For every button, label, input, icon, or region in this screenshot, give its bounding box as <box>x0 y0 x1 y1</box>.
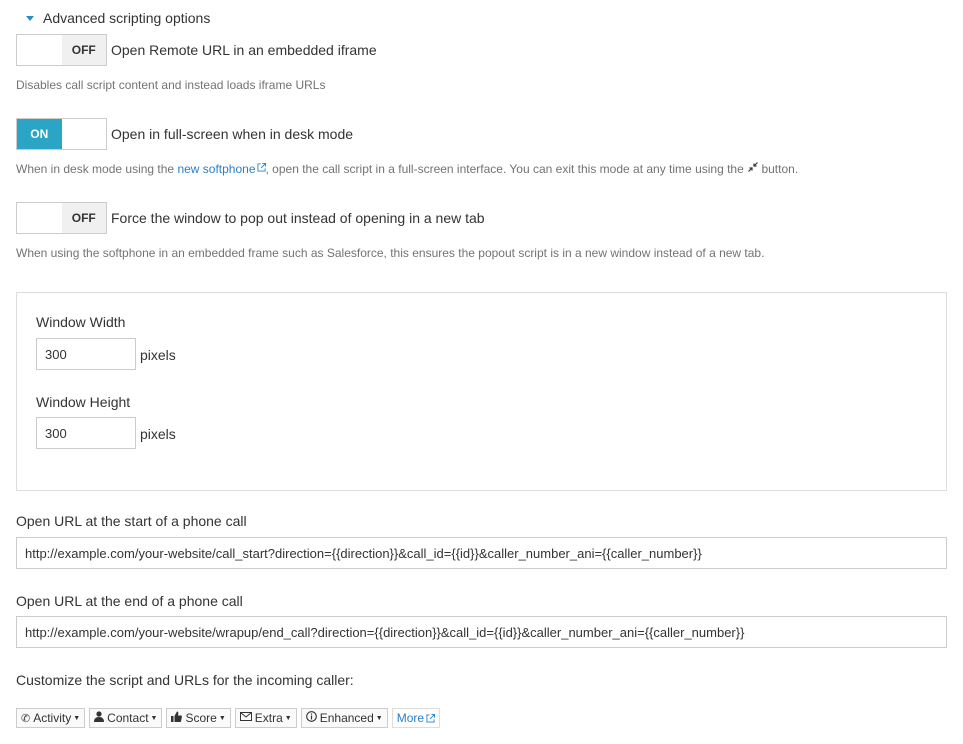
compress-icon <box>748 162 758 172</box>
start-url-label: Open URL at the start of a phone call <box>16 513 247 529</box>
extra-dropdown[interactable]: Extra ▼ <box>235 708 297 728</box>
new-softphone-link[interactable]: new softphone <box>177 162 265 176</box>
more-link[interactable]: More <box>392 708 440 728</box>
popout-option-label: Force the window to pop out instead of opening in a new tab <box>111 210 485 226</box>
iframe-option-help: Disables call script content and instead loads iframe URLs <box>16 78 326 92</box>
caret-down-icon: ▼ <box>284 714 292 722</box>
window-width-input[interactable] <box>36 338 136 370</box>
caret-down-icon <box>26 16 34 21</box>
toggle-state: ON <box>17 119 62 149</box>
section-title: Advanced scripting options <box>43 10 211 26</box>
caret-down-icon: ▼ <box>218 714 226 722</box>
start-url-input[interactable] <box>16 537 947 569</box>
contact-dropdown[interactable]: Contact ▼ <box>89 708 162 728</box>
window-height-unit: pixels <box>140 426 176 442</box>
envelope-icon <box>240 712 252 724</box>
end-url-label: Open URL at the end of a phone call <box>16 593 243 609</box>
external-link-icon <box>426 714 435 723</box>
toggle-state: OFF <box>62 203 107 233</box>
window-height-input[interactable] <box>36 417 136 449</box>
fullscreen-toggle[interactable] <box>16 118 107 150</box>
window-size-panel <box>16 292 947 491</box>
thumbs-up-icon <box>171 711 182 725</box>
end-url-input[interactable] <box>16 616 947 648</box>
info-icon <box>306 711 317 725</box>
popout-option-help: When using the softphone in an embedded frame such as Salesforce, this ensures the popout script is in a new window instead of a new tab. <box>16 246 765 260</box>
phone-icon: ✆ <box>21 712 31 725</box>
fullscreen-option-label: Open in full-screen when in desk mode <box>111 126 354 142</box>
activity-dropdown[interactable]: ✆ Activity ▼ <box>16 708 85 728</box>
variable-chips <box>16 708 440 728</box>
enhanced-dropdown[interactable]: Enhanced ▼ <box>301 708 388 728</box>
window-width-unit: pixels <box>140 347 176 363</box>
iframe-option-label: Open Remote URL in an embedded iframe <box>111 42 377 58</box>
external-link-icon <box>257 163 266 172</box>
caret-down-icon: ▼ <box>150 714 158 722</box>
fullscreen-option-help: When in desk mode using the new softphone , open the call script in a full-screen interface. You can exit this mode at any time using the button. <box>16 162 799 176</box>
window-width-label: Window Width <box>36 314 126 330</box>
popout-toggle[interactable] <box>16 202 107 234</box>
window-height-label: Window Height <box>36 394 131 410</box>
customize-label: Customize the script and URLs for the incoming caller: <box>16 672 354 688</box>
score-dropdown[interactable]: Score ▼ <box>166 708 230 728</box>
caret-down-icon: ▼ <box>73 714 81 722</box>
iframe-toggle[interactable] <box>16 34 107 66</box>
toggle-state: OFF <box>62 35 107 65</box>
section-toggle-advanced-scripting[interactable] <box>26 10 210 26</box>
caret-down-icon: ▼ <box>375 714 383 722</box>
user-icon <box>94 711 104 725</box>
